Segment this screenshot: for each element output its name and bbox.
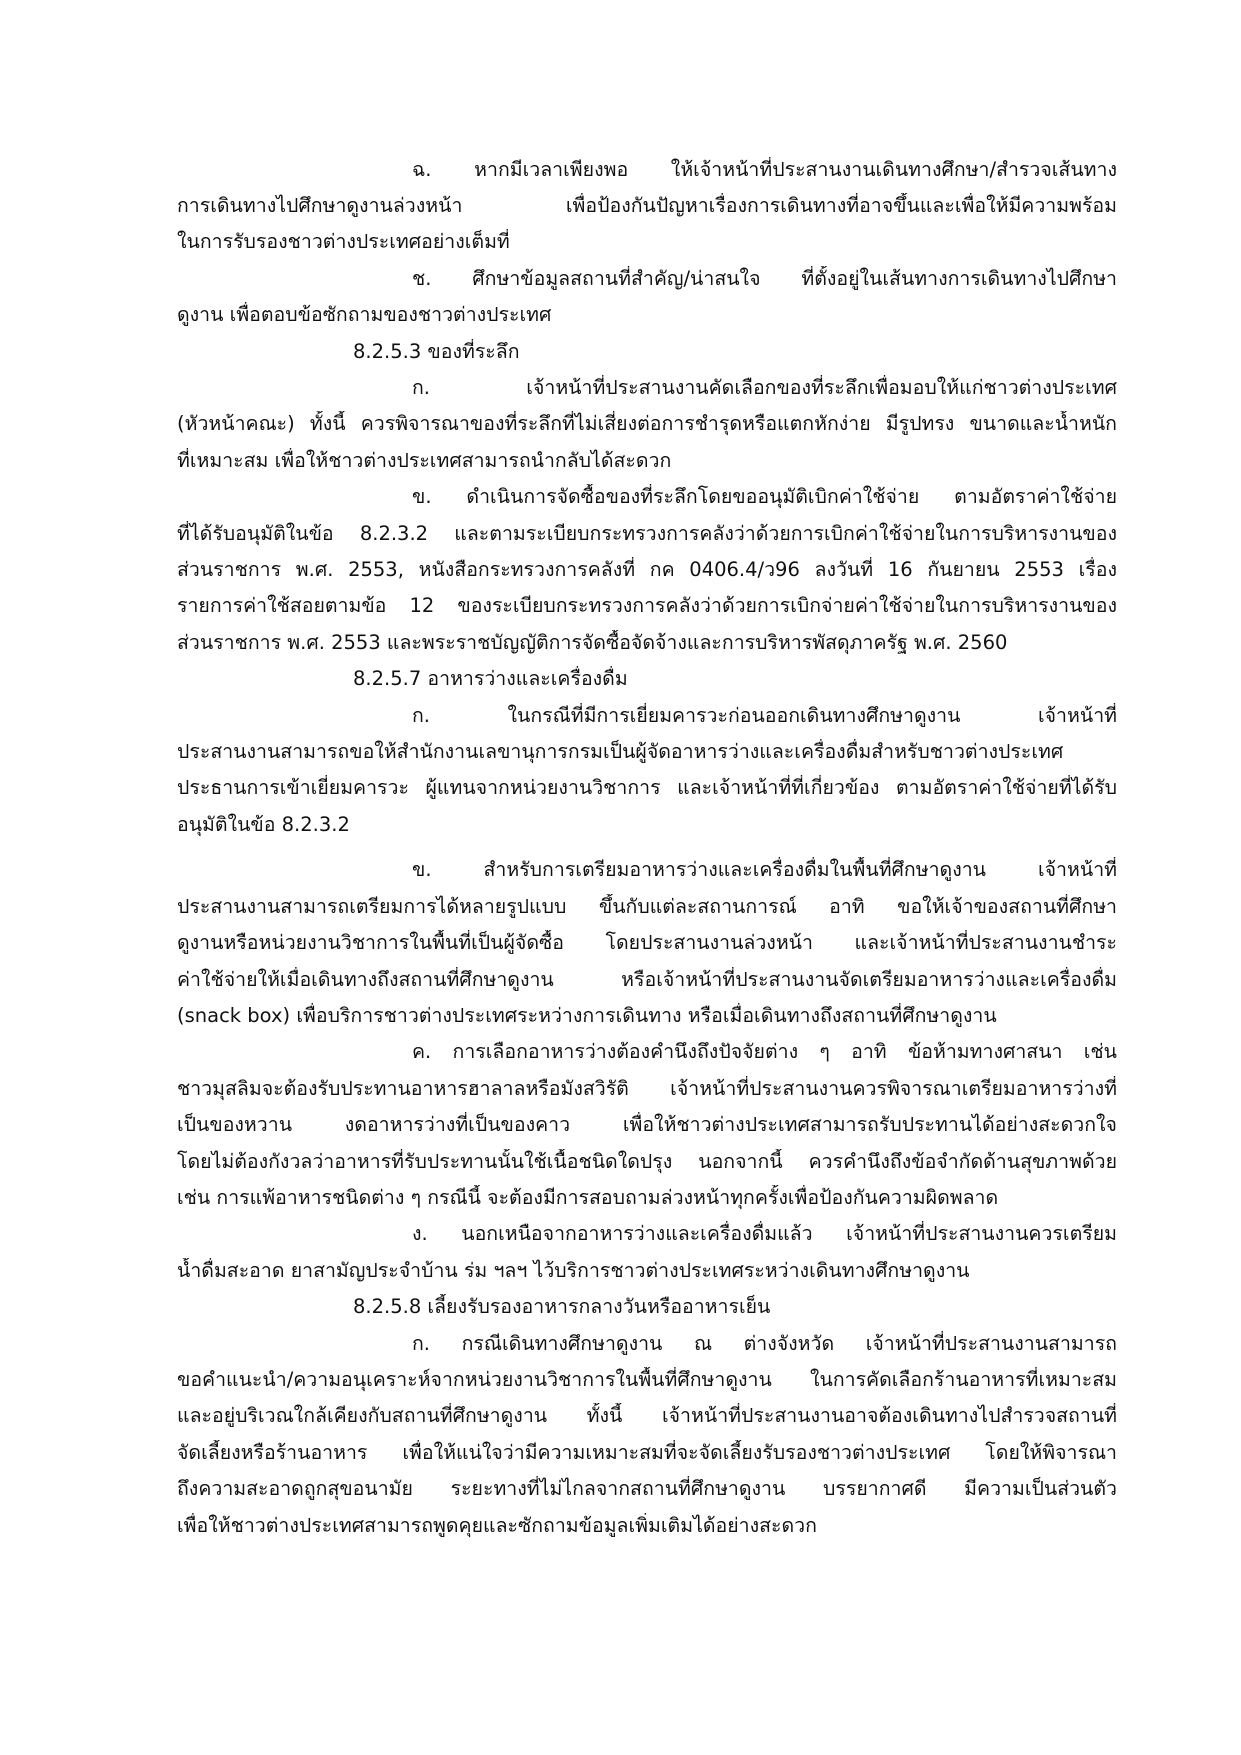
- text-line: ข. สำหรับการเตรียมอาหารว่างและเครื่องดื่มในพื้นที่ศึกษาดูงาน เจ้าหน้าที่: [412, 858, 1117, 881]
- text-line: ฉ. หากมีเวลาเพียงพอ ให้เจ้าหน้าที่ประสานงานเดินทางศึกษา/สำรวจเส้นทาง: [412, 158, 1117, 181]
- text-line: ข. ดำเนินการจัดซื้อของที่ระลึกโดยขออนุมัติเบิกค่าใช้จ่าย ตามอัตราค่าใช้จ่าย: [412, 485, 1117, 508]
- text-line: ชาวมุสลิมจะต้องรับประทานอาหารฮาลาลหรือมังสวิรัติ เจ้าหน้าที่ประสานงานควรพิจารณาเตรียมอาหารว่างที่: [177, 1077, 1117, 1100]
- section-heading: 8.2.5.8 เลี้ยงรับรองอาหารกลางวันหรืออาหารเย็น: [353, 1295, 771, 1318]
- text-line: อนุมัติในข้อ 8.2.3.2: [177, 813, 350, 836]
- section-heading: 8.2.5.7 อาหารว่างและเครื่องดื่ม: [353, 667, 628, 690]
- text-line: โดยไม่ต้องกังวลว่าอาหารที่รับประทานนั้นใช้เนื้อชนิดใดปรุง นอกจากนี้ ควรคำนึงถึงข้อจำกัดด้านสุขภาพด้วย: [177, 1150, 1117, 1173]
- text-line: ส่วนราชการ พ.ศ. 2553, หนังสือกระทรวงการคลังที่ กค 0406.4/ว96 ลงวันที่ 16 กันยายน 2553 เรื่อง: [177, 558, 1117, 581]
- text-line: ที่เหมาะสม เพื่อให้ชาวต่างประเทศสามารถนำกลับได้สะดวก: [177, 449, 672, 472]
- text-line: ประสานงานสามารถขอให้สำนักงานเลขานุการกรมเป็นผู้จัดอาหารว่างและเครื่องดื่มสำหรับชาวต่างประเทศ: [177, 740, 1064, 763]
- section-heading: 8.2.5.3 ของที่ระลึก: [353, 340, 520, 363]
- text-line: ในการรับรองชาวต่างประเทศอย่างเต็มที่: [177, 230, 510, 253]
- text-line: ง. นอกเหนือจากอาหารว่างและเครื่องดื่มแล้ว เจ้าหน้าที่ประสานงานควรเตรียม: [412, 1222, 1117, 1245]
- text-line: ก. ในกรณีที่มีการเยี่ยมคารวะก่อนออกเดินทางศึกษาดูงาน เจ้าหน้าที่: [412, 704, 1117, 727]
- text-line: เพื่อให้ชาวต่างประเทศสามารถพูดคุยและซักถามข้อมูลเพิ่มเติมได้อย่างสะดวก: [177, 1514, 817, 1537]
- text-line: (หัวหน้าคณะ) ทั้งนี้ ควรพิจารณาของที่ระลึกที่ไม่เสี่ยงต่อการชำรุดหรือแตกหักง่าย มีรูปทรง ขนาดและน้ำหนัก: [177, 412, 1117, 435]
- text-line: ช. ศึกษาข้อมูลสถานที่สำคัญ/น่าสนใจ ที่ตั้งอยู่ในเส้นทางการเดินทางไปศึกษา: [412, 267, 1117, 290]
- text-line: ที่ได้รับอนุมัติในข้อ 8.2.3.2 และตามระเบียบกระทรวงการคลังว่าด้วยการเบิกค่าใช้จ่ายในการบริหารงานของ: [177, 522, 1117, 545]
- text-line: ดูงานหรือหน่วยงานวิชาการในพื้นที่เป็นผู้จัดซื้อ โดยประสานงานล่วงหน้า และเจ้าหน้าที่ประสานงานชำระ: [177, 931, 1117, 954]
- text-line: ก. กรณีเดินทางศึกษาดูงาน ณ ต่างจังหวัด เจ้าหน้าที่ประสานงานสามารถ: [412, 1332, 1117, 1355]
- text-line: การเดินทางไปศึกษาดูงานล่วงหน้า เพื่อป้องกันปัญหาเรื่องการเดินทางที่อาจขึ้นและเพื่อให้มีความพร้อม: [177, 194, 1117, 217]
- text-line: ถึงความสะอาดถูกสุขอนามัย ระยะทางที่ไม่ไกลจากสถานที่ศึกษาดูงาน บรรยากาศดี มีความเป็นส่วนตัว: [177, 1477, 1117, 1500]
- text-line: ประธานการเข้าเยี่ยมคารวะ ผู้แทนจากหน่วยงานวิชาการ และเจ้าหน้าที่ที่เกี่ยวข้อง ตามอัตราค่าใช้จ่ายที่ได้รับ: [177, 776, 1117, 799]
- text-line: เช่น การแพ้อาหารชนิดต่าง ๆ กรณีนี้ จะต้องมีการสอบถามล่วงหน้าทุกครั้งเพื่อป้องกันความผิดพลาด: [177, 1186, 999, 1209]
- text-line: ก. เจ้าหน้าที่ประสานงานคัดเลือกของที่ระลึกเพื่อมอบให้แก่ชาวต่างประเทศ: [412, 376, 1117, 399]
- text-line: ส่วนราชการ พ.ศ. 2553 และพระราชบัญญัติการจัดซื้อจัดจ้างและการบริหารพัสดุภาครัฐ พ.ศ. 2560: [177, 631, 1008, 654]
- text-line: ประสานงานสามารถเตรียมการได้หลายรูปแบบ ขึ้นกับแต่ละสถานการณ์ อาทิ ขอให้เจ้าของสถานที่ศึกษา: [177, 895, 1117, 918]
- text-line: ดูงาน เพื่อตอบข้อซักถามของชาวต่างประเทศ: [177, 303, 552, 326]
- text-line: และอยู่บริเวณใกล้เคียงกับสถานที่ศึกษาดูงาน ทั้งนี้ เจ้าหน้าที่ประสานงานอาจต้องเดินทางไปสำรวจสถานที่: [177, 1404, 1117, 1427]
- text-line: จัดเลี้ยงหรือร้านอาหาร เพื่อให้แน่ใจว่ามีความเหมาะสมที่จะจัดเลี้ยงรับรองชาวต่างประเทศ โดยให้พิจารณา: [177, 1441, 1117, 1464]
- text-line: ค่าใช้จ่ายให้เมื่อเดินทางถึงสถานที่ศึกษาดูงาน หรือเจ้าหน้าที่ประสานงานจัดเตรียมอาหารว่างและเครื่องดื่ม: [177, 968, 1117, 991]
- text-line: (snack box) เพื่อบริการชาวต่างประเทศระหว่างการเดินทาง หรือเมื่อเดินทางถึงสถานที่ศึกษาดูงาน: [177, 1004, 997, 1027]
- text-line: เป็นของหวาน งดอาหารว่างที่เป็นของคาว เพื่อให้ชาวต่างประเทศสามารถรับประทานได้อย่างสะดวกใจ: [177, 1113, 1117, 1136]
- text-line: ขอคำแนะนำ/ความอนุเคราะห์จากหน่วยงานวิชาการในพื้นที่ศึกษาดูงาน ในการคัดเลือกร้านอาหารที่เหมาะสม: [177, 1368, 1117, 1391]
- text-line: น้ำดื่มสะอาด ยาสามัญประจำบ้าน ร่ม ฯลฯ ไว้บริการชาวต่างประเทศระหว่างเดินทางศึกษาดูงาน: [177, 1259, 970, 1282]
- text-line: ค. การเลือกอาหารว่างต้องคำนึงถึงปัจจัยต่าง ๆ อาทิ ข้อห้ามทางศาสนา เช่น: [412, 1040, 1117, 1063]
- text-line: รายการค่าใช้สอยตามข้อ 12 ของระเบียบกระทรวงการคลังว่าด้วยการเบิกจ่ายค่าใช้จ่ายในการบริหารงานของ: [177, 594, 1117, 617]
